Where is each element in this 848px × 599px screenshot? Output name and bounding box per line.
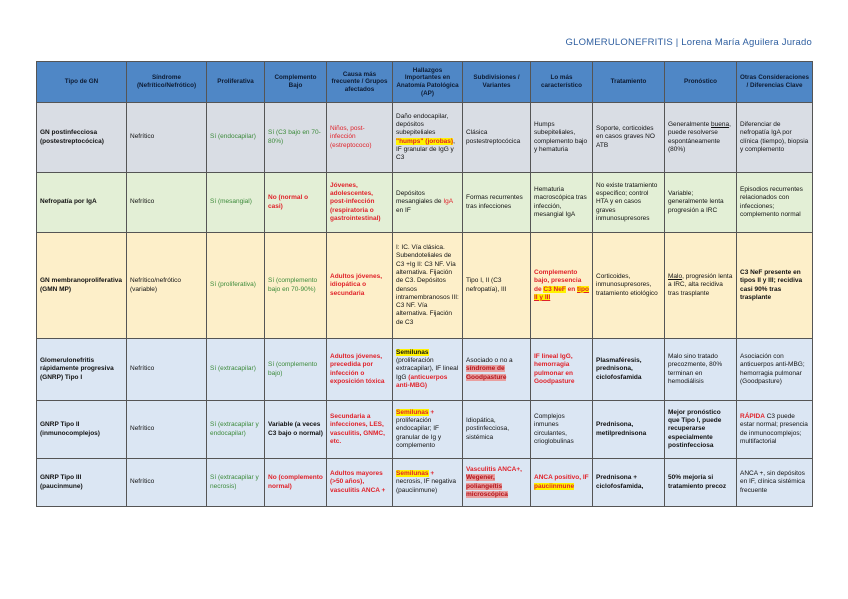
col-header-complemento: Complemento Bajo	[265, 62, 327, 103]
cell-complemento: Sí (complemento bajo)	[265, 339, 327, 401]
cell-caracteristico: Humps subepiteliales, complemento bajo y hematuria	[531, 103, 593, 173]
cell-causa: Secundaria a infecciones, LES, vasculitis, GNMC, etc.	[327, 401, 393, 459]
highlight-goodpasture: síndrome de Goodpasture	[466, 365, 507, 381]
cell-causa: Adultos jóvenes, precedida por infección o exposición tóxica	[327, 339, 393, 401]
table-row	[37, 459, 813, 507]
highlight-semilunas: Semilunas	[396, 348, 429, 356]
col-header-proliferativa: Proliferativa	[207, 62, 265, 103]
cell-sindrome: Nefrítico	[127, 339, 207, 401]
col-header-tipo: Tipo de GN	[37, 62, 127, 103]
text-segment: en IF	[396, 206, 411, 214]
cell-tratamiento: Prednisona + ciclofosfamida,	[593, 459, 665, 507]
cell-proliferativa: Sí (mesangial)	[207, 173, 265, 233]
cell-caracteristico	[531, 233, 593, 339]
cell-otras: Diferenciar de nefropatía IgA por clínica (tiempo), biopsia y complemento	[737, 103, 813, 173]
cell-hallazgos	[393, 103, 463, 173]
cell-tratamiento: Plasmaféresis, prednisona, ciclofosfamida	[593, 339, 665, 401]
red-text: RÁPIDA	[740, 412, 765, 420]
cell-tipo: GN postinfecciosa (postestreptocócica)	[37, 103, 127, 173]
cell-causa: Adultos jóvenes, idiopática o secundaria	[327, 233, 393, 339]
text-segment: Asociado o no a	[466, 357, 513, 365]
col-header-tratamiento: Tratamiento	[593, 62, 665, 103]
cell-pronostico: Variable; generalmente lenta progresión a IRC	[665, 173, 737, 233]
red-text: +	[428, 408, 435, 416]
col-header-hallazgos: Hallazgos Importantes en Anatomía Patológica (AP)	[393, 62, 463, 103]
col-header-otras: Otras Consideraciones / Diferencias Clave	[737, 62, 813, 103]
cell-proliferativa: Sí (extracapilar y endocapilar)	[207, 401, 265, 459]
cell-pronostico	[665, 233, 737, 339]
cell-tipo: GNRP Tipo II (inmunocomplejos)	[37, 401, 127, 459]
cell-pronostico	[665, 103, 737, 173]
cell-causa: Jóvenes, adolescentes, post-infección (respiratoria o gastrointestinal)	[327, 173, 393, 233]
cell-hallazgos	[393, 173, 463, 233]
cell-pronostico: Malo sino tratado precozmente, 80% terminan en hemodiálisis	[665, 339, 737, 401]
col-header-sindrome: Síndrome (Nefrítico/Nefrótico)	[127, 62, 207, 103]
cell-pronostico: Mejor pronóstico que Tipo I, puede recuperarse especialmente postinfecciosa	[665, 401, 737, 459]
cell-tratamiento: No existe tratamiento específico; control HTA y en casos graves inmunosupresores	[593, 173, 665, 233]
cell-hallazgos	[393, 339, 463, 401]
page-header-title: GLOMERULONEFRITIS | Lorena María Aguilera Jurado	[565, 37, 812, 48]
text-segment: en	[565, 285, 578, 293]
cell-tratamiento: Corticoides, inmunosupresores, tratamiento etiológico	[593, 233, 665, 339]
cell-sindrome: Nefrítico	[127, 401, 207, 459]
text-segment: , progresión lenta a IRC, alta recidiva tras trasplante	[668, 273, 733, 297]
red-text: Vasculitis ANCA+,	[466, 465, 522, 473]
col-header-pronostico: Pronóstico	[665, 62, 737, 103]
red-text: (anticuerpos anti-MBG)	[396, 373, 448, 389]
text-segment: necrosis, IF negativa (pauciinmune)	[396, 478, 456, 494]
highlight-semilunas: Semilunas	[396, 470, 429, 478]
cell-hallazgos: I: IC. Vía clásica. Subendoteliales de C3 +Ig II: C3 NF. Vía alternativa. Fijación de C3. Depósitos densos intramembranosos III: C3 NF. Vía alternativa. Fijación de C3	[393, 233, 463, 339]
cell-complemento: Variable (a veces C3 bajo o normal)	[265, 401, 327, 459]
col-header-causa: Causa más frecuente / Grupos afectados	[327, 62, 393, 103]
cell-caracteristico: Hematuria macroscópica tras infección, mesangial IgA	[531, 173, 593, 233]
text-segment: C3 puede estar normal; presencia de inmunocomplejos; multifactorial	[740, 412, 808, 445]
text-segment: Generalmente	[668, 120, 711, 128]
cell-subdivisiones: Formas recurrentes tras infecciones	[463, 173, 531, 233]
cell-complemento: Sí (C3 bajo en 70-80%)	[265, 103, 327, 173]
red-text: IgA	[443, 198, 453, 206]
cell-otras: C3 NeF presente en tipos II y III; recidiva casi 90% tras trasplante	[737, 233, 813, 339]
cell-sindrome: Nefrítico	[127, 103, 207, 173]
cell-tratamiento: Prednisona, metilprednisona	[593, 401, 665, 459]
cell-tratamiento: Soporte, corticoides en casos graves NO ATB	[593, 103, 665, 173]
text-segment: , IF granular de IgG y C3	[396, 137, 455, 162]
cell-tipo: Glomerulonefritis rápidamente progresiva (GNRP) Tipo I	[37, 339, 127, 401]
cell-caracteristico: Complejos inmunes circulantes, crioglobulinas	[531, 401, 593, 459]
highlight-tipo: tipo II y III	[534, 285, 589, 301]
cell-subdivisiones	[463, 339, 531, 401]
text-segment: ANCA positivo, IF	[534, 474, 589, 482]
col-header-caracteristico: Lo más característico	[531, 62, 593, 103]
cell-tipo: GN membranoproliferativa (GMN MP)	[37, 233, 127, 339]
cell-tipo: Nefropatía por IgA	[37, 173, 127, 233]
text-segment: Depósitos mesangiales de	[396, 190, 444, 206]
cell-subdivisiones: Idiopática, postinfecciosa, sistémica	[463, 401, 531, 459]
table-header-row	[37, 62, 813, 103]
cell-causa: Niños, post-infección (estreptococo)	[327, 103, 393, 173]
cell-proliferativa: Sí (extracapilar)	[207, 339, 265, 401]
cell-complemento: No (normal o casi)	[265, 173, 327, 233]
underlined-text: Malo	[668, 273, 683, 281]
cell-subdivisiones: Tipo I, II (C3 nefropatía), III	[463, 233, 531, 339]
cell-proliferativa: Sí (proliferativa)	[207, 233, 265, 339]
highlight-humps: "humps" (jorobas)	[396, 137, 454, 145]
table-row	[37, 401, 813, 459]
text-segment: (proliferación extracapilar), IF lineal IgG	[396, 357, 459, 381]
highlight-c3nef: C3 NeF	[543, 285, 566, 293]
cell-complemento: No (complemento normal)	[265, 459, 327, 507]
cell-proliferativa: Sí (extracapilar y necrosis)	[207, 459, 265, 507]
text-segment: Daño endocapilar, depósitos subepiteliales	[396, 112, 449, 137]
cell-sindrome: Nefrítico	[127, 173, 207, 233]
text-segment: proliferación endocapilar; IF granular de Ig y complemento	[396, 417, 442, 449]
cell-causa: Adultos mayores (>50 años), vasculitis ANCA +	[327, 459, 393, 507]
cell-caracteristico: IF lineal IgG, hemorragia pulmonar en Goodpasture	[531, 339, 593, 401]
table-row	[37, 339, 813, 401]
cell-tipo: GNRP Tipo III (paucinmune)	[37, 459, 127, 507]
col-header-subdivisiones: Subdivisiones / Variantes	[463, 62, 531, 103]
text-segment: , puede resolverse espontáneamente (80%)	[668, 120, 731, 153]
cell-hallazgos	[393, 459, 463, 507]
cell-caracteristico	[531, 459, 593, 507]
red-text: +	[428, 470, 435, 478]
table-row	[37, 103, 813, 173]
cell-sindrome: Nefrítico	[127, 459, 207, 507]
cell-pronostico: 50% mejoría si tratamiento precoz	[665, 459, 737, 507]
cell-otras	[737, 401, 813, 459]
glomerulonefritis-table	[36, 61, 813, 507]
cell-subdivisiones: Clásica postestreptocócica	[463, 103, 531, 173]
highlight-semilunas: Semilunas	[396, 408, 429, 416]
table-row	[37, 173, 813, 233]
highlight-wegener: Wegener, poliangeítis microscópica	[466, 474, 508, 498]
underlined-text: buena	[711, 120, 730, 128]
cell-sindrome: Nefrítico/nefrótico (variable)	[127, 233, 207, 339]
cell-otras: Episodios recurrentes relacionados con infecciones; complemento normal	[737, 173, 813, 233]
cell-otras: Asociación con anticuerpos anti-MBG; hemorragia pulmonar (Goodpasture)	[737, 339, 813, 401]
cell-subdivisiones	[463, 459, 531, 507]
table-row	[37, 233, 813, 339]
cell-proliferativa: Sí (endocapilar)	[207, 103, 265, 173]
cell-complemento: Sí (complemento bajo en 70-90%)	[265, 233, 327, 339]
highlight-pauciinmune: pauciinmune	[534, 482, 575, 490]
cell-otras: ANCA +, sin depósitos en IF, clínica sistémica frecuente	[737, 459, 813, 507]
text-segment: Complemento bajo, presencia de	[534, 268, 582, 293]
cell-hallazgos	[393, 401, 463, 459]
